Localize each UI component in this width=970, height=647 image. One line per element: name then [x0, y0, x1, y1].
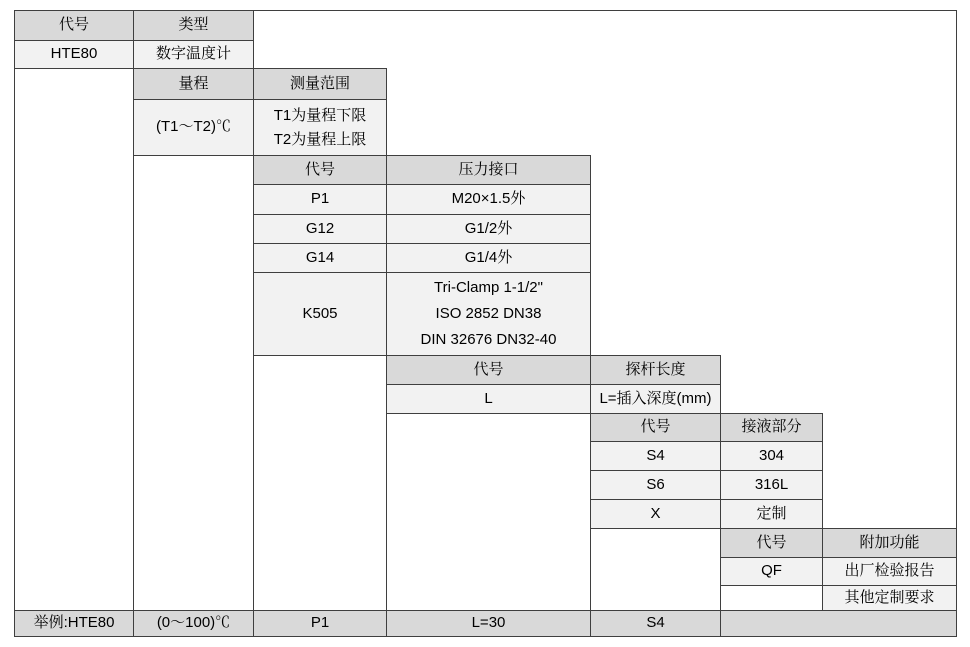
type-value-cell: 数字温度计 [133, 40, 253, 68]
pressure-code-header-cell: 代号 [253, 155, 386, 184]
addon-code-header-cell: 代号 [720, 528, 822, 557]
pressure-value-k505-cell [386, 272, 590, 355]
blank-region-col3 [253, 355, 386, 610]
wetted-name-header-cell: 接液部分 [720, 413, 822, 441]
blank-region-range-right [386, 68, 956, 155]
addon-value-custom-cell: 其他定制要求 [822, 585, 956, 610]
blank-region-wetted-right [822, 413, 956, 528]
wetted-code-header-cell: 代号 [590, 413, 720, 441]
k505-line-1: Tri-Clamp 1-1/2" [434, 279, 543, 296]
addon-code-qf-cell: QF [720, 557, 822, 585]
probe-value-cell: L=插入深度(mm) [590, 384, 720, 413]
wetted-value-s4-cell: 304 [720, 441, 822, 470]
pressure-name-header-cell: 压力接口 [386, 155, 590, 184]
blank-region-col2 [133, 155, 253, 610]
type-header-cell: 类型 [133, 10, 253, 40]
pressure-code-k505-cell: K505 [253, 272, 386, 355]
probe-code-header-cell: 代号 [386, 355, 590, 384]
probe-name-header-cell: 探杆长度 [590, 355, 720, 384]
code-value-cell: HTE80 [14, 40, 133, 68]
wetted-code-x-cell: X [590, 499, 720, 528]
measure-range-header-cell: 测量范围 [253, 68, 386, 99]
blank-region-top [253, 10, 956, 68]
measure-note-line-2: T2为量程上限 [273, 130, 367, 148]
pressure-value-g12-cell: G1/2外 [386, 214, 590, 243]
blank-region-col4 [386, 413, 590, 610]
pressure-value-p1-cell: M20×1.5外 [386, 184, 590, 214]
range-value-cell: (T1～T2)℃ [133, 99, 253, 155]
probe-code-cell: L [386, 384, 590, 413]
example-pressure-cell: P1 [253, 610, 386, 636]
pressure-code-g14-cell: G14 [253, 243, 386, 272]
wetted-code-s4-cell: S4 [590, 441, 720, 470]
pressure-code-g12-cell: G12 [253, 214, 386, 243]
measure-range-note-cell [253, 99, 386, 155]
addon-value-qf-cell: 出厂检验报告 [822, 557, 956, 585]
example-length-cell: L=30 [386, 610, 590, 636]
ordering-code-table [14, 10, 957, 637]
range-header-cell: 量程 [133, 68, 253, 99]
pressure-value-g14-cell: G1/4外 [386, 243, 590, 272]
wetted-code-s6-cell: S6 [590, 470, 720, 499]
wetted-value-s6-cell: 316L [720, 470, 822, 499]
blank-region-probe-right [720, 355, 956, 413]
example-label-cell: 举例:HTE80 [14, 610, 133, 636]
addon-code-empty-cell [720, 585, 822, 610]
blank-region-col5 [590, 528, 720, 610]
k505-line-2: ISO 2852 DN38 [435, 305, 542, 322]
pressure-code-p1-cell: P1 [253, 184, 386, 214]
example-range-cell: (0～100)℃ [133, 610, 253, 636]
k505-line-3: DIN 32676 DN32-40 [420, 331, 557, 348]
wetted-value-x-cell: 定制 [720, 499, 822, 528]
example-addon-cell [720, 610, 956, 636]
example-wetted-cell: S4 [590, 610, 720, 636]
blank-region-pressure-right [590, 155, 956, 355]
measure-note-line-1: T1为量程下限 [273, 106, 367, 124]
blank-region-left [14, 68, 133, 610]
addon-name-header-cell: 附加功能 [822, 528, 956, 557]
code-header-cell: 代号 [14, 10, 133, 40]
